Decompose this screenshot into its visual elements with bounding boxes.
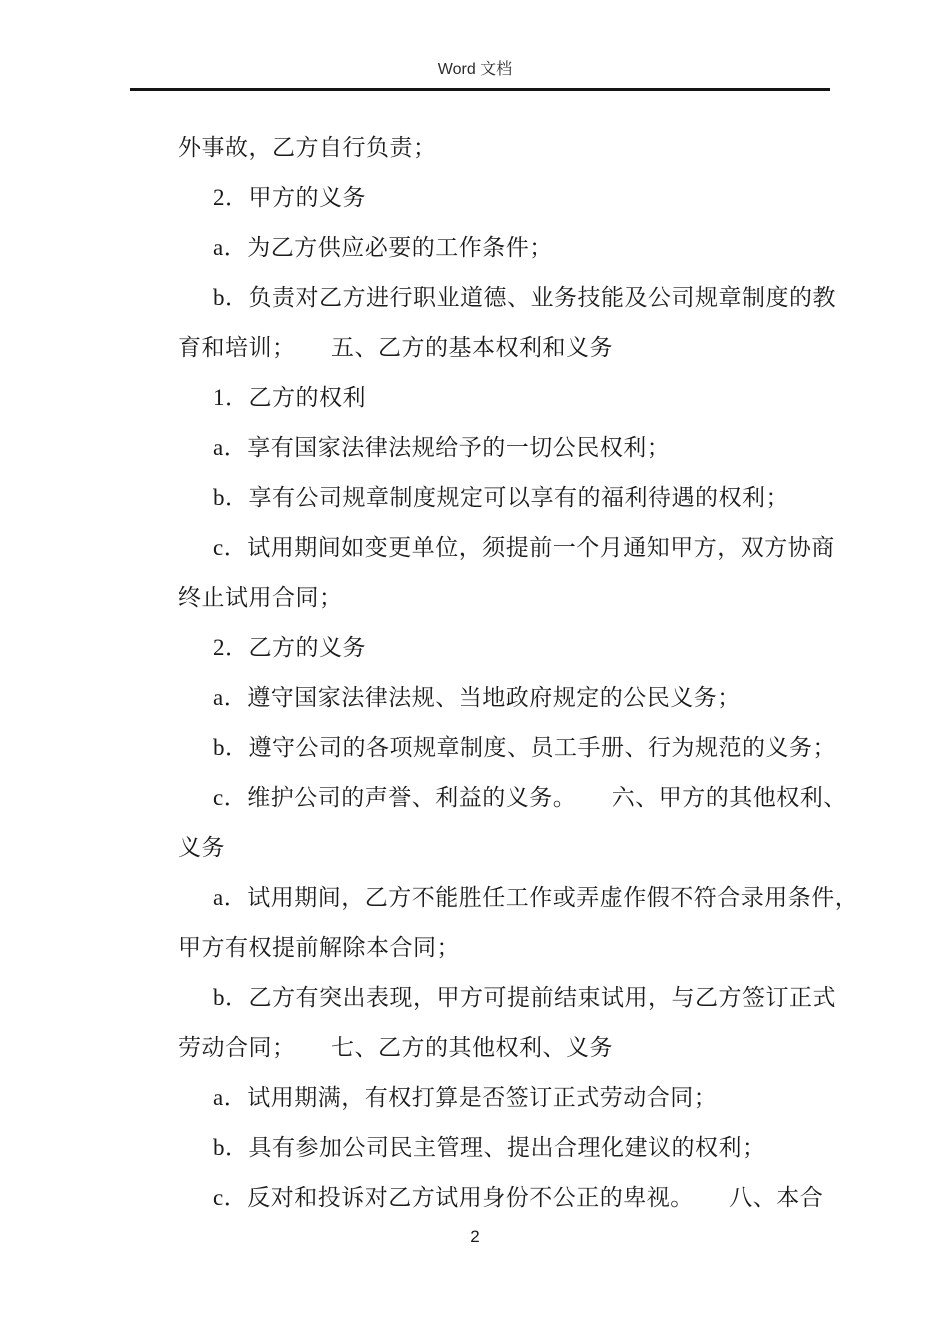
text-line: 2．甲方的义务 <box>213 185 366 210</box>
text-line: 甲方有权提前解除本合同； <box>178 935 460 960</box>
text-line: 育和培训； 五、乙方的基本权利和义务 <box>178 335 613 360</box>
text-line: b．乙方有突出表现，甲方可提前结束试用，与乙方签订正式 <box>213 985 836 1010</box>
text-line: b．遵守公司的各项规章制度、员工手册、行为规范的义务； <box>213 735 836 760</box>
text-line: a．试用期间，乙方不能胜任工作或弄虚作假不符合录用条件， <box>213 885 859 910</box>
text-line: b．负责对乙方进行职业道德、业务技能及公司规章制度的教 <box>213 285 836 310</box>
text-line: b．享有公司规章制度规定可以享有的福利待遇的权利； <box>213 485 789 510</box>
text-line: 劳动合同； 七、乙方的其他权利、义务 <box>178 1035 613 1060</box>
document-header-title: Word 文档 <box>437 61 513 78</box>
page-number: 2 <box>470 1227 480 1246</box>
text-line: a．试用期满，有权打算是否签订正式劳动合同； <box>213 1085 718 1110</box>
text-line: a．为乙方供应必要的工作条件； <box>213 235 553 260</box>
text-line: 外事故，乙方自行负责； <box>178 135 437 160</box>
text-line: a．享有国家法律法规给予的一切公民权利； <box>213 435 671 460</box>
text-line: 1．乙方的权利 <box>213 385 366 410</box>
text-line: a．遵守国家法律法规、当地政府规定的公民义务； <box>213 685 741 710</box>
text-line: c．维护公司的声誉、利益的义务。 六、甲方的其他权利、 <box>213 785 847 810</box>
text-line: c．反对和投诉对乙方试用身份不公正的卑视。 八、本合 <box>213 1185 824 1210</box>
header-rule-divider <box>130 88 830 91</box>
document-body <box>178 123 878 1223</box>
text-line: 义务 <box>178 835 225 860</box>
text-line: 2．乙方的义务 <box>213 635 366 660</box>
text-line: 终止试用合同； <box>178 585 343 610</box>
text-line: b．具有参加公司民主管理、提出合理化建议的权利； <box>213 1135 766 1160</box>
text-line: c．试用期间如变更单位，须提前一个月通知甲方，双方协商 <box>213 535 835 560</box>
